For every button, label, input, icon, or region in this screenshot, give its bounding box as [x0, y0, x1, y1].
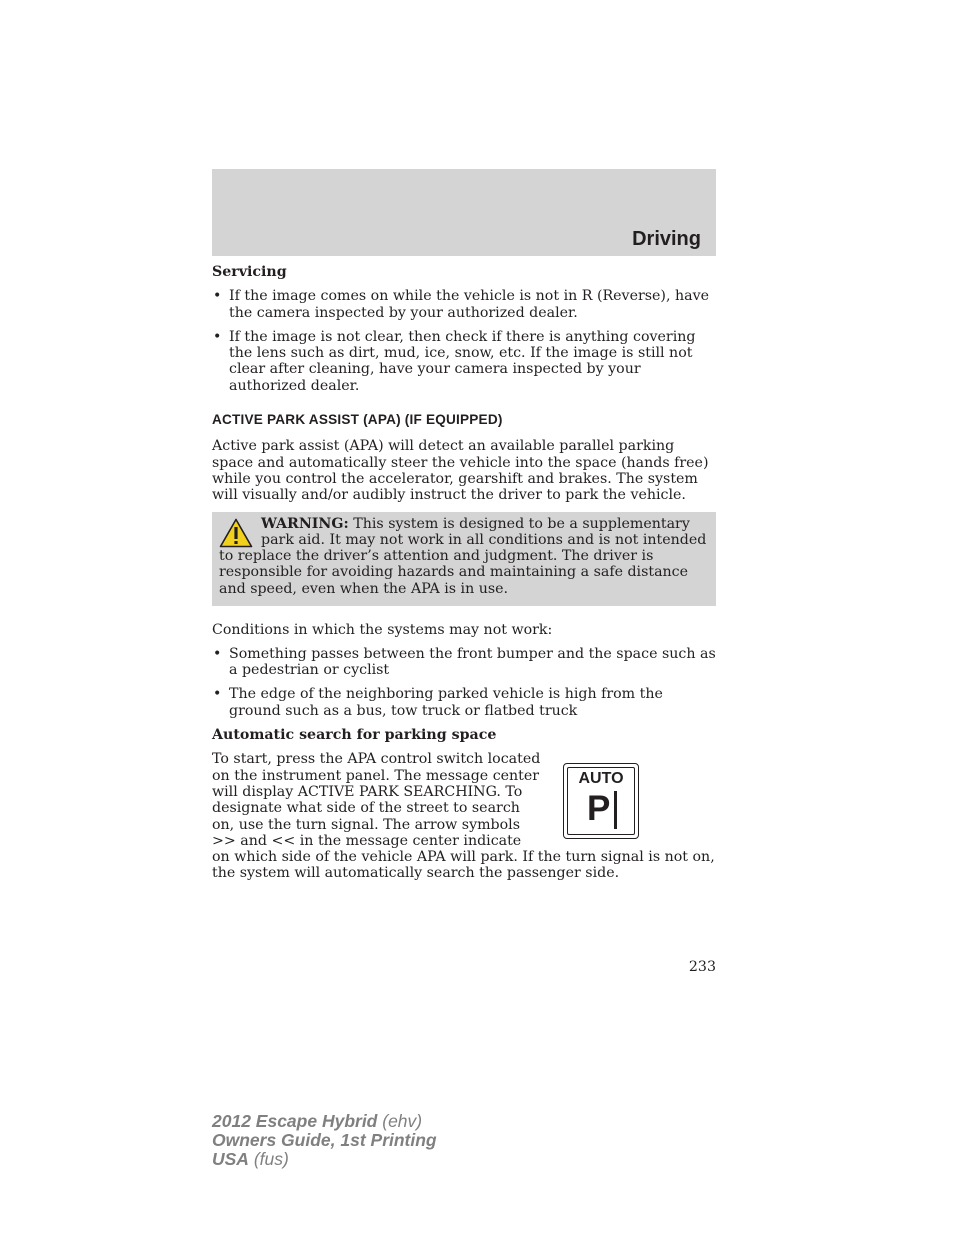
warning-text: This system is designed to be a supplementary park aid. It may not work in all conditions and is not intended to replace the driver’s attention and judgment. The driver is responsible for avoiding hazards and maintaining a safe distance and speed, even when the APA is in use.: [219, 515, 707, 597]
park-p-letter: P: [587, 789, 611, 829]
conditions-list: [212, 646, 716, 719]
apa-intro: Active park assist (APA) will detect an available parallel parking space and automatically steer the vehicle into the space (hands free) while you control the accelerator, gearshift and brakes. The system will visually and/or audibly instruct the driver to park the vehicle.: [212, 438, 709, 504]
footer-model-code: (ehv): [377, 1111, 423, 1131]
servicing-heading: Servicing: [212, 264, 287, 280]
header-band: [212, 169, 716, 256]
footer-market: USA: [212, 1149, 249, 1169]
page-number: 233: [688, 959, 716, 975]
footer-line-1: [212, 1112, 437, 1131]
list-item: • The edge of the neighboring parked vehicle is high from the ground such as a bus, tow truck or flatbed truck: [212, 686, 716, 719]
list-item: • If the image comes on while the vehicle is not in R (Reverse), have the camera inspected by your authorized dealer.: [212, 288, 716, 321]
footer: [212, 1112, 437, 1169]
footer-model: 2012 Escape Hybrid: [212, 1111, 378, 1131]
list-item: • Something passes between the front bumper and the space such as a pedestrian or cyclist: [212, 646, 716, 679]
conditions-intro: Conditions in which the systems may not work:: [212, 621, 553, 638]
footer-line-3: [212, 1150, 437, 1169]
servicing-list: [212, 288, 716, 394]
apa-heading: ACTIVE PARK ASSIST (APA) (IF EQUIPPED): [212, 412, 503, 428]
section-title: Driving: [632, 228, 701, 250]
footer-line-2: Owners Guide, 1st Printing: [212, 1130, 437, 1150]
auto-park-icon-label: AUTO: [578, 770, 624, 788]
auto-search-heading: Automatic search for parking space: [212, 727, 497, 744]
auto-search-section: [212, 751, 716, 881]
footer-market-code: (fus): [248, 1149, 289, 1169]
warning-triangle-icon: [219, 518, 253, 548]
warning-label: WARNING:: [261, 515, 349, 532]
page-content: [212, 264, 716, 890]
list-item: • If the image is not clear, then check if there is anything covering the lens such as dirt, mud, ice, snow, etc. If the image is still not clear after cleaning, have your camera inspected by your authorized dealer.: [212, 329, 716, 394]
park-p-mark: [583, 791, 617, 829]
auto-park-icon: [563, 763, 639, 839]
auto-search-text: To start, press the APA control switch located on the instrument panel. The message center will display ACTIVE PARK SEARCHING. To designate what side of the street to search on, use the turn signal. The arrow symbols >> and << in the message center indicate on which side of the vehicle APA will park. If the turn signal is not on, the system will automatically search the passenger side.: [212, 751, 715, 882]
warning-box: [212, 512, 716, 606]
